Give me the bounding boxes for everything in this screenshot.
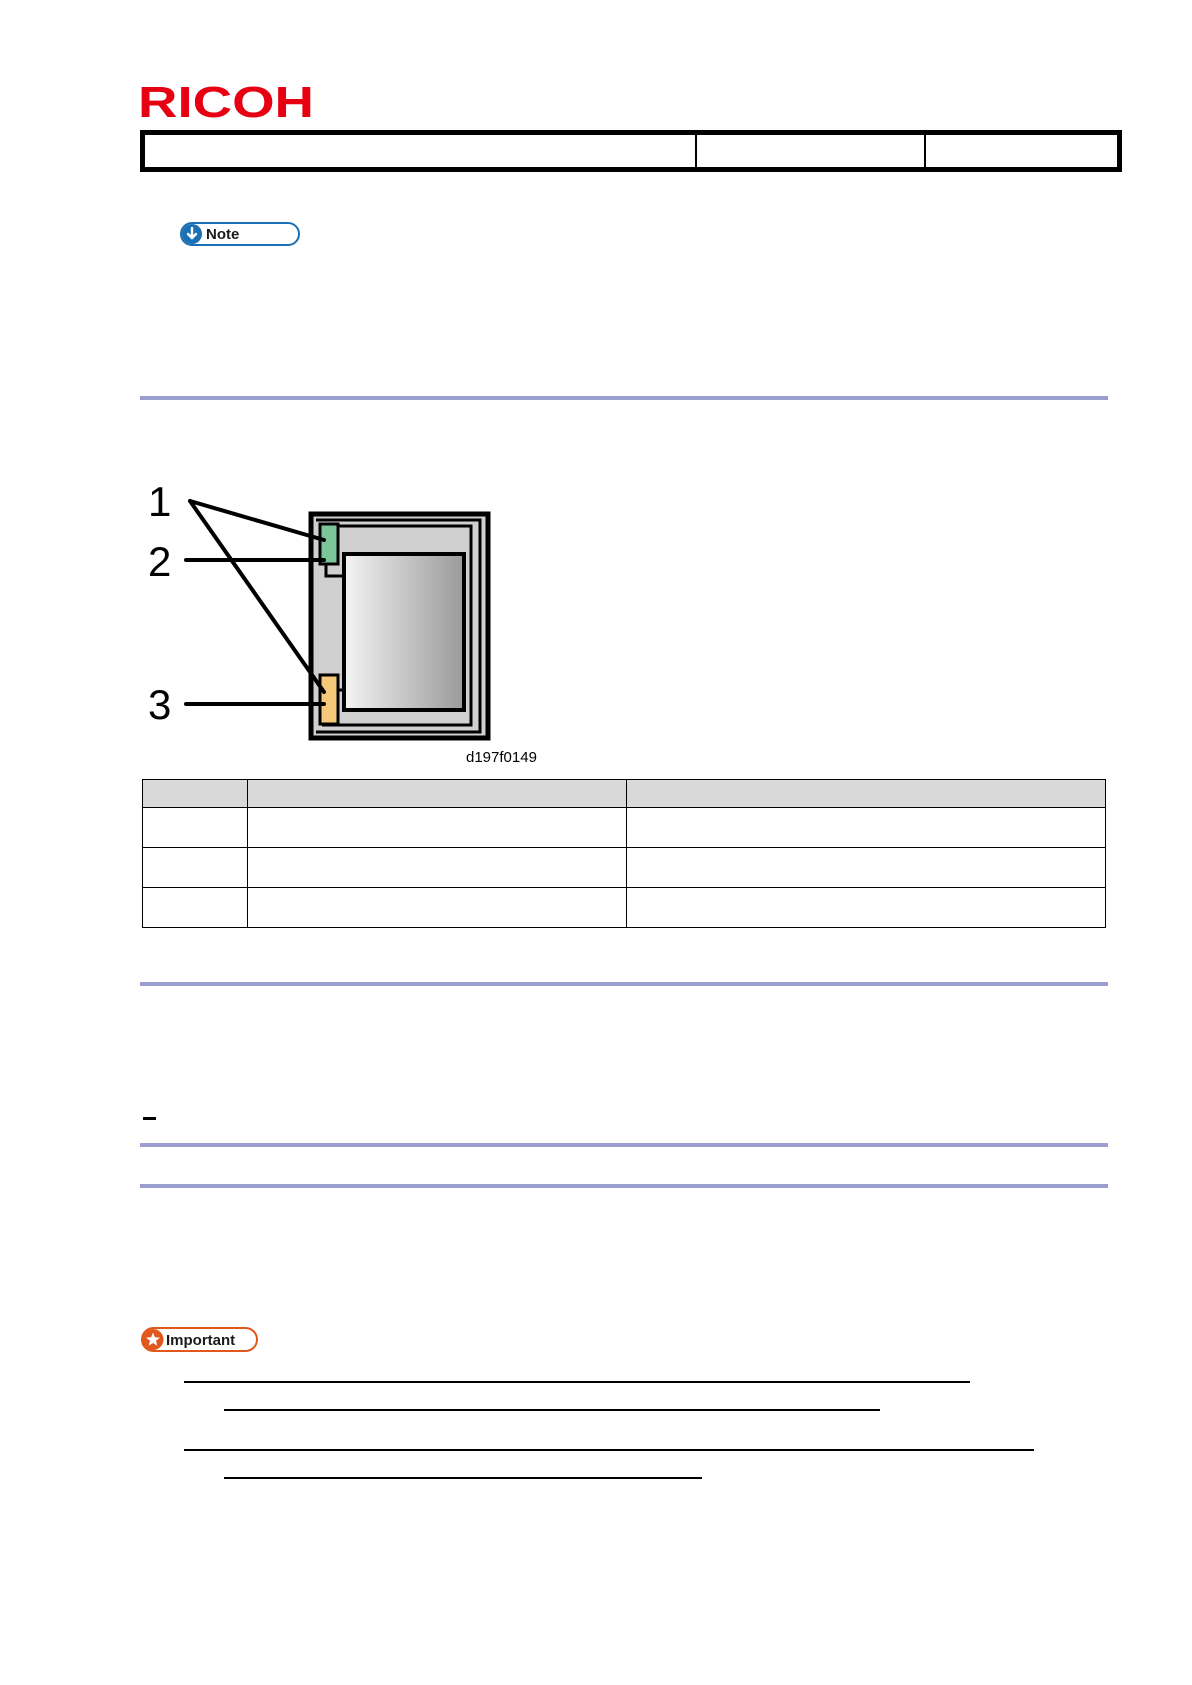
figure-code: d197f0149 — [466, 749, 537, 764]
led-activity-orange — [320, 675, 338, 724]
svg-text:RICOH: RICOH — [138, 82, 314, 122]
table-row — [143, 808, 1106, 848]
table-cell — [143, 888, 248, 928]
star-icon — [143, 1329, 164, 1350]
header-page-cell — [924, 135, 1117, 167]
table-header-row — [143, 780, 1106, 808]
table-cell — [143, 808, 248, 848]
underline-rule — [224, 1409, 880, 1411]
table-header-cell — [248, 780, 627, 808]
document-header-table — [140, 130, 1122, 172]
table-row — [143, 888, 1106, 928]
header-title-cell — [145, 135, 695, 167]
table-header-cell — [143, 780, 248, 808]
note-badge — [180, 222, 300, 246]
ethernet-port-led-diagram — [146, 482, 566, 764]
table-cell — [627, 808, 1106, 848]
down-arrow-icon — [182, 224, 202, 244]
important-label: Important — [166, 1332, 236, 1349]
important-badge — [141, 1327, 258, 1352]
section-divider — [140, 396, 1108, 400]
section-divider — [140, 1143, 1108, 1147]
section-divider — [140, 1184, 1108, 1188]
table-cell — [248, 888, 627, 928]
table-row — [143, 848, 1106, 888]
underline-rule — [184, 1449, 1034, 1451]
table-cell — [627, 888, 1106, 928]
table-cell — [248, 848, 627, 888]
callout-3: 3 — [148, 681, 172, 728]
callout-2: 2 — [148, 538, 172, 585]
table-cell — [248, 808, 627, 848]
section-divider — [140, 982, 1108, 986]
note-label: Note — [206, 226, 240, 243]
led-description-table — [142, 779, 1106, 928]
ricoh-logo — [138, 82, 314, 122]
underline-rule — [224, 1477, 702, 1479]
table-header-cell — [627, 780, 1106, 808]
underline-rule — [184, 1381, 970, 1383]
table-cell — [627, 848, 1106, 888]
dash-mark — [143, 1117, 156, 1120]
table-cell — [143, 848, 248, 888]
callout-leader-lines — [186, 501, 324, 704]
header-model-cell — [695, 135, 924, 167]
callout-1: 1 — [148, 482, 172, 525]
